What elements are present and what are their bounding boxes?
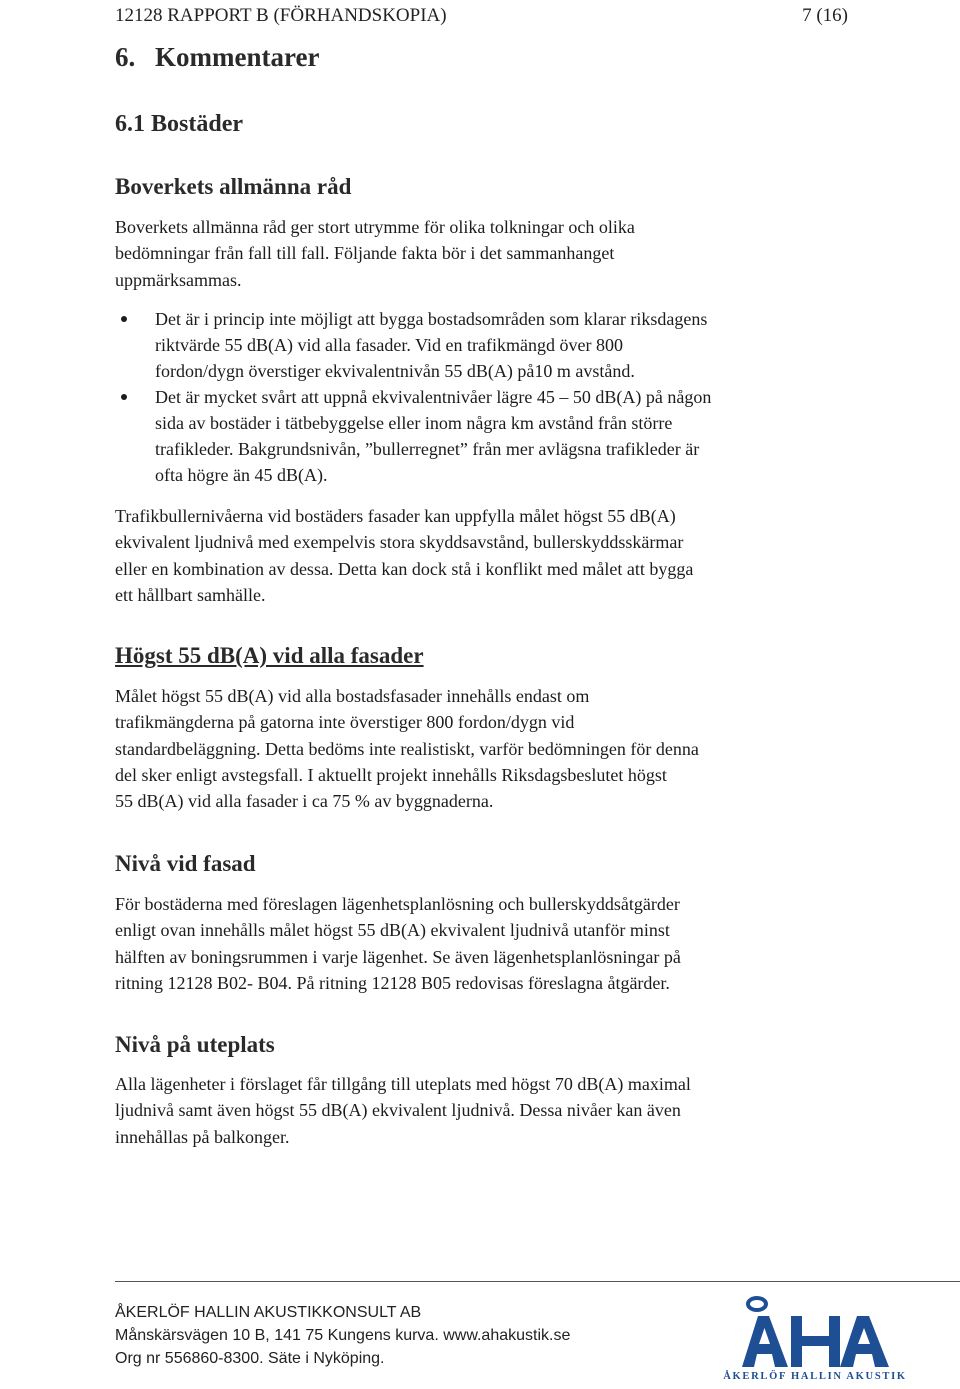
text-line: Det är i princip inte möjligt att bygga bostadsområden som klarar riksdagens bbox=[155, 309, 708, 329]
text-line: trafikmängderna på gatorna inte överstiger 800 fordon/dygn vid bbox=[115, 712, 575, 733]
text-line: enligt ovan innehålls målet högst 55 dB(A) ekvivalent ljudnivå utanför minst bbox=[115, 920, 670, 941]
text-line: Trafikbullernivåerna vid bostäders fasader kan uppfylla målet högst 55 dB(A) bbox=[115, 506, 676, 526]
section-heading: 6.1 Bostäder bbox=[115, 111, 243, 137]
text-line: ritning 12128 B02- B04. På ritning 12128 B05 redovisas föreslagna åtgärder. bbox=[115, 972, 670, 993]
text-line: ljudnivå samt även högst 55 dB(A) ekvivalent ljudnivå. Dessa nivåer kan även bbox=[115, 1100, 681, 1121]
text-line: uppmärksammas. bbox=[115, 269, 242, 290]
logo-mark bbox=[742, 1298, 889, 1367]
footer-contact bbox=[115, 1301, 570, 1370]
text-line: För bostäderna med föreslagen lägenhetsplanlösning och bullerskyddsåtgärder bbox=[115, 894, 680, 914]
text-line: innehållas på balkonger. bbox=[115, 1126, 290, 1147]
text-line: eller en kombination av dessa. Detta kan dock stå i konflikt med målet att bygga bbox=[115, 558, 694, 579]
bullet-icon bbox=[121, 316, 127, 322]
logo-name: ÅKERLÖF HALLIN AKUSTIK bbox=[723, 1371, 907, 1382]
subsection-title-boverket: Boverkets allmänna råd bbox=[115, 174, 352, 199]
text-line: 55 dB(A) vid alla fasader i ca 75 % av byggnaderna. bbox=[115, 791, 494, 812]
text-line: riktvärde 55 dB(A) vid alla fasader. Vid en trafikmängd över 800 bbox=[155, 335, 623, 355]
text-line: bedömningar från fall till fall. Följande fakta bör i det sammanhanget bbox=[115, 243, 615, 264]
text-line: hälften av boningsrummen i varje lägenhet. Se även lägenhetsplanlösningar på bbox=[115, 946, 681, 967]
chapter-number: 6. bbox=[115, 42, 136, 72]
subsection-title-uteplats: Nivå på uteplats bbox=[115, 1032, 275, 1057]
text-line: Boverkets allmänna råd ger stort utrymme för olika tolkningar och olika bbox=[115, 217, 635, 237]
footer-company: ÅKERLÖF HALLIN AKUSTIKKONSULT AB bbox=[115, 1304, 422, 1321]
text-line: ett hållbart samhälle. bbox=[115, 584, 266, 605]
subsection-title-fasad: Nivå vid fasad bbox=[115, 851, 256, 876]
chapter-heading bbox=[115, 41, 319, 73]
page-number: 7 (16) bbox=[802, 5, 848, 26]
list-item bbox=[115, 306, 860, 384]
text-line: Det är mycket svårt att uppnå ekvivalentnivåer lägre 45 – 50 dB(A) på någon bbox=[155, 387, 712, 407]
report-title: 12128 RAPPORT B (FÖRHANDSKOPIA) bbox=[115, 5, 447, 26]
text-line: fordon/dygn överstiger ekvivalentnivån 55 dB(A) på10 m avstånd. bbox=[155, 361, 635, 381]
chapter-title: Kommentarer bbox=[155, 42, 320, 72]
footer-org: Org nr 556860-8300. Säte i Nyköping. bbox=[115, 1350, 385, 1367]
list-item bbox=[115, 384, 860, 488]
fasad-paragraph bbox=[115, 891, 850, 996]
text-line: standardbeläggning. Detta bedöms inte realistiskt, varför bedömningen för denna bbox=[115, 738, 699, 759]
subsection-title-hogst: Högst 55 dB(A) vid alla fasader bbox=[115, 643, 424, 668]
boverket-closing bbox=[115, 503, 850, 608]
text-line: trafikleder. Bakgrundsnivån, ”bullerregnet” från mer avlägsna trafikleder är bbox=[155, 439, 700, 459]
page-header bbox=[115, 6, 848, 26]
bullet-icon bbox=[121, 394, 127, 400]
text-line: ekvivalent ljudnivå med exempelvis stora skyddsavstånd, bullerskyddsskärmar bbox=[115, 532, 684, 553]
boverket-intro bbox=[115, 214, 850, 293]
text-line: sida av bostäder i tätbebyggelse eller inom några km avstånd från större bbox=[155, 413, 673, 433]
text-line: Alla lägenheter i förslaget får tillgång till uteplats med högst 70 dB(A) maximal bbox=[115, 1074, 691, 1094]
hogst-paragraph bbox=[115, 683, 850, 814]
text-line: del sker enligt avstegsfall. I aktuellt projekt innehålls Riksdagsbeslutet högst bbox=[115, 764, 667, 785]
text-line: ofta högre än 45 dB(A). bbox=[155, 465, 328, 485]
text-line: Målet högst 55 dB(A) vid alla bostadsfasader innehålls endast om bbox=[115, 686, 590, 706]
footer-divider bbox=[115, 1281, 960, 1282]
footer-address: Månskärsvägen 10 B, 141 75 Kungens kurva. www.ahakustik.se bbox=[115, 1327, 571, 1344]
uteplats-paragraph bbox=[115, 1071, 850, 1150]
bullet-list bbox=[115, 306, 860, 488]
